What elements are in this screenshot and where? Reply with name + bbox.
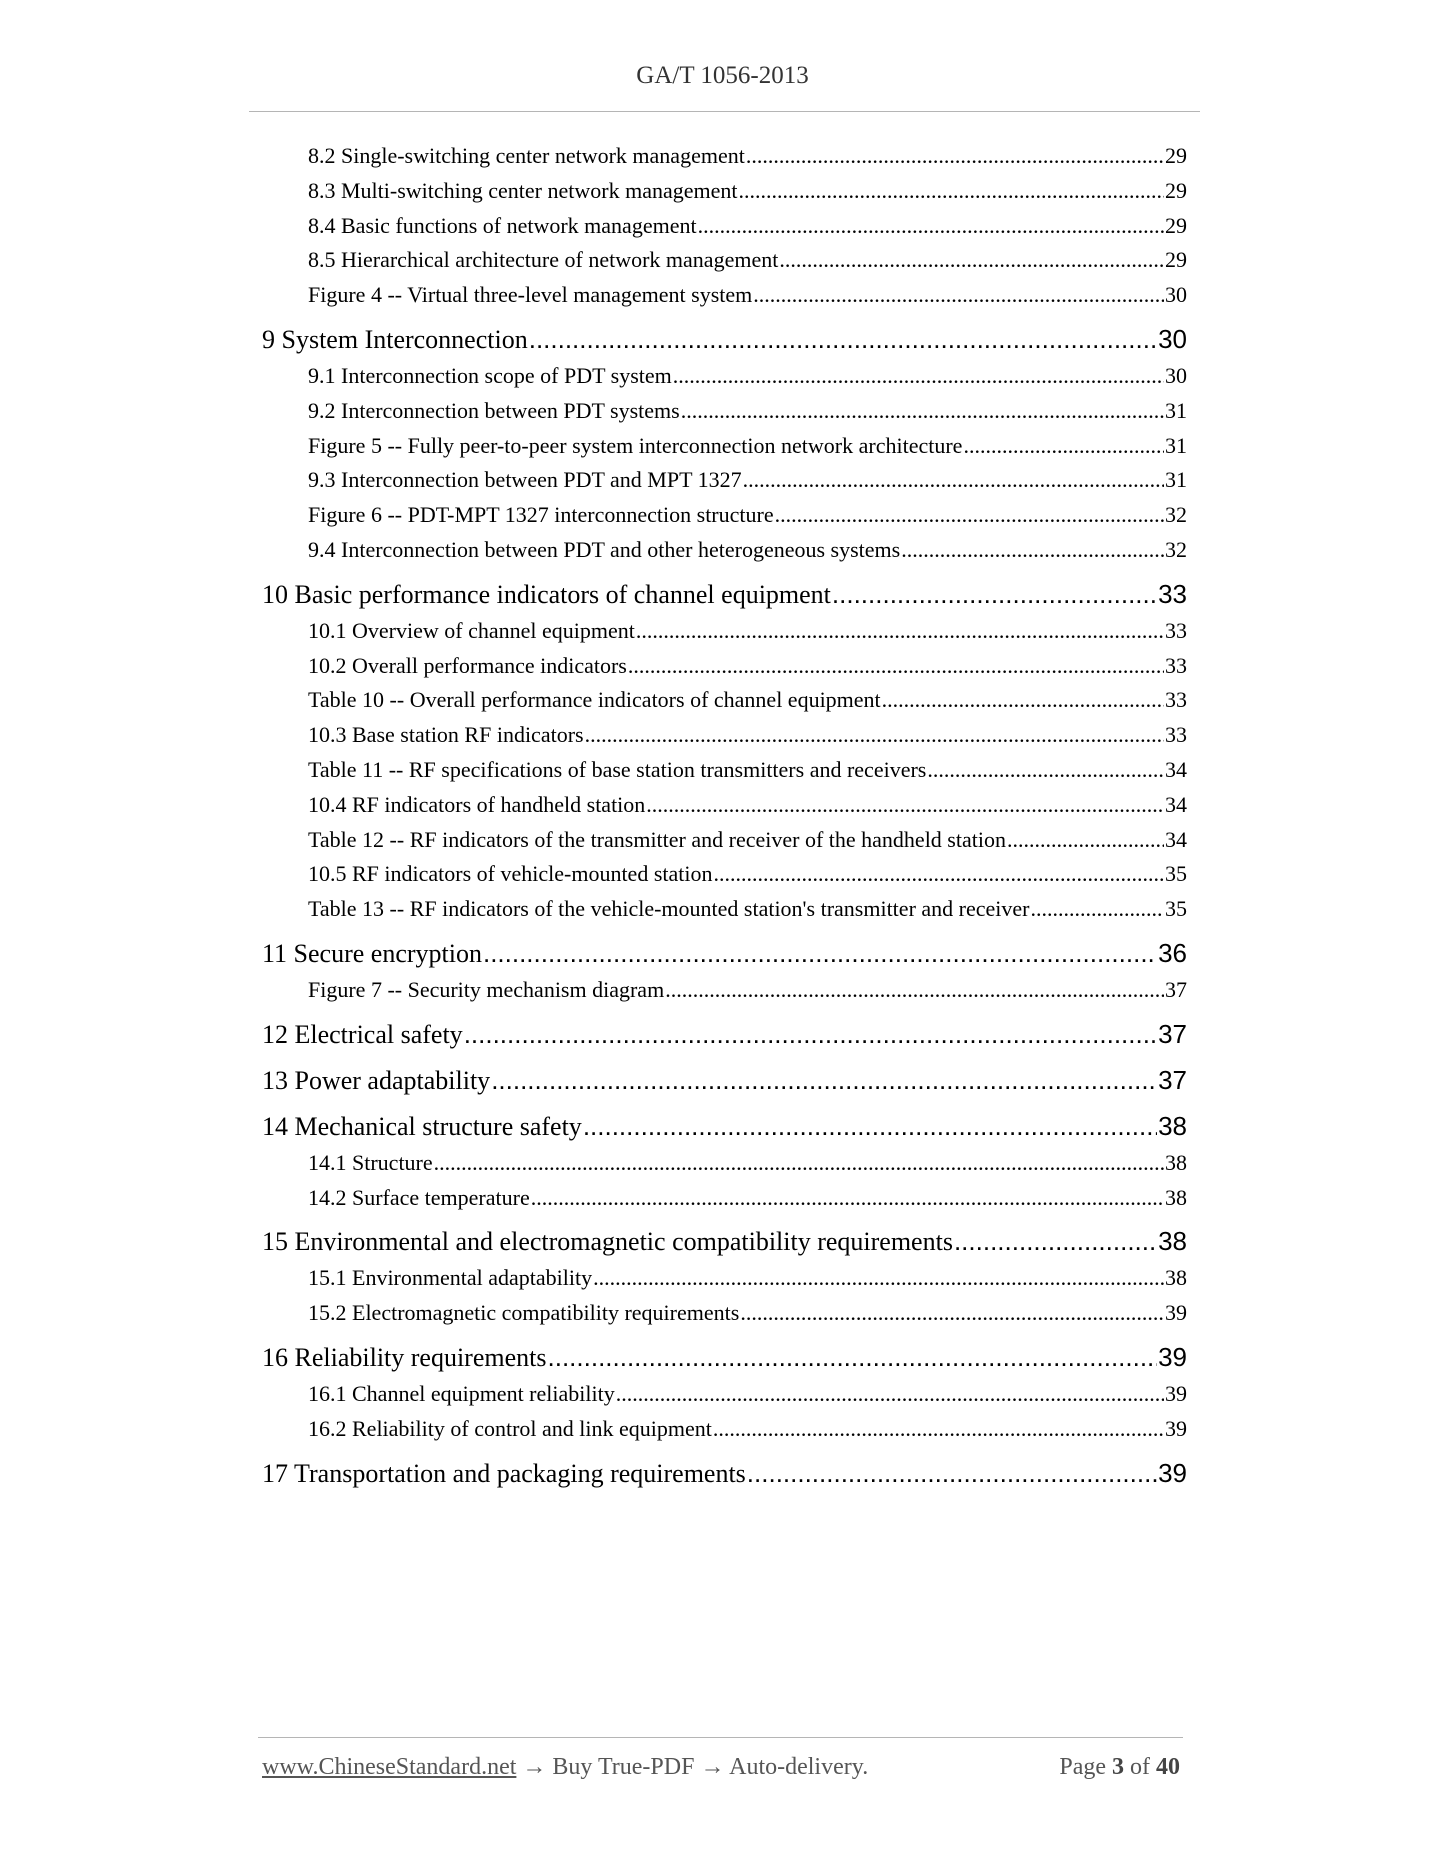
toc-entry-page: 39	[1158, 1341, 1187, 1372]
toc-entry-title: 14.1 Structure	[308, 1149, 433, 1175]
toc-entry-title: Figure 7 -- Security mechanism diagram	[308, 976, 665, 1002]
dot-leader	[954, 1217, 1157, 1265]
toc-entry-title: 15.1 Environmental adaptability	[308, 1265, 593, 1291]
toc-subentry[interactable]	[262, 1181, 1187, 1216]
dot-leader	[779, 243, 1164, 278]
toc-subentry[interactable]	[262, 857, 1187, 892]
dot-leader	[747, 1449, 1157, 1497]
toc-entry-title: 10.5 RF indicators of vehicle-mounted station	[308, 861, 713, 887]
dot-leader	[739, 174, 1165, 209]
dot-leader	[529, 315, 1157, 363]
toc-entry-page: 38	[1165, 1265, 1187, 1291]
dot-leader	[665, 973, 1164, 1008]
toc-entry-page: 29	[1165, 177, 1187, 203]
toc-entry-title: Figure 5 -- Fully peer-to-peer system interconnection network architecture	[308, 432, 963, 458]
toc-entry-page: 34	[1165, 756, 1187, 782]
dot-leader	[698, 209, 1164, 244]
toc-section-entry[interactable]	[262, 315, 1187, 363]
dot-leader	[548, 1333, 1158, 1381]
toc-subentry[interactable]	[262, 359, 1187, 394]
toc-entry-title: 9 System Interconnection	[262, 324, 528, 354]
toc-entry-page: 39	[1158, 1457, 1187, 1488]
toc-entry-title: 8.3 Multi-switching center network management	[308, 177, 738, 203]
dot-leader	[673, 359, 1164, 394]
toc-subentry[interactable]	[262, 1261, 1187, 1296]
dot-leader	[646, 788, 1164, 823]
dot-leader	[963, 429, 1164, 464]
footer-divider	[258, 1737, 1183, 1738]
toc-subentry[interactable]	[262, 718, 1187, 753]
footer-promo	[262, 1754, 868, 1781]
toc-subentry[interactable]	[262, 683, 1187, 718]
page-footer	[262, 1754, 1180, 1781]
toc-entry-page: 33	[1165, 617, 1187, 643]
toc-entry-page: 35	[1165, 861, 1187, 887]
toc-entry-title: 10.4 RF indicators of handheld station	[308, 791, 646, 817]
toc-subentry[interactable]	[262, 209, 1187, 244]
toc-entry-page: 29	[1165, 143, 1187, 168]
dot-leader	[491, 1056, 1157, 1104]
toc-entry-title: 9.4 Interconnection between PDT and other heterogeneous systems	[308, 536, 901, 562]
toc-entry-title: 9.3 Interconnection between PDT and MPT 1327	[308, 467, 742, 493]
toc-entry-title: 16.1 Channel equipment reliability	[308, 1380, 615, 1406]
toc-entry-title: 8.4 Basic functions of network management	[308, 212, 697, 238]
dot-leader	[593, 1261, 1164, 1296]
toc-section-entry[interactable]	[262, 570, 1187, 618]
toc-entry-page: 34	[1165, 826, 1187, 852]
toc-entry-page: 30	[1158, 323, 1187, 354]
toc-entry-title: 10.3 Base station RF indicators	[308, 722, 584, 748]
toc-entry-page: 30	[1165, 362, 1187, 388]
toc-entry-page: 29	[1165, 212, 1187, 238]
dot-leader	[1030, 892, 1164, 927]
toc-entry-page: 38	[1165, 1184, 1187, 1210]
toc-subentry[interactable]	[262, 463, 1187, 498]
toc-entry-title: Figure 6 -- PDT-MPT 1327 interconnection structure	[308, 502, 774, 528]
toc-entry-title: 14.2 Surface temperature	[308, 1184, 530, 1210]
toc-entry-page: 31	[1165, 432, 1187, 458]
toc-entry-page: 35	[1165, 896, 1187, 922]
dot-leader	[740, 1296, 1164, 1331]
toc-subentry[interactable]	[262, 394, 1187, 429]
dot-leader	[832, 570, 1157, 618]
dot-leader	[531, 1181, 1164, 1216]
toc-subentry[interactable]	[262, 973, 1187, 1008]
dot-leader	[714, 857, 1165, 892]
toc-section-entry[interactable]	[262, 1449, 1187, 1497]
dot-leader	[681, 394, 1164, 429]
toc-entry-title: Table 10 -- Overall performance indicators of channel equipment	[308, 687, 881, 713]
toc-section-entry[interactable]	[262, 1010, 1187, 1058]
toc-entry-page: 36	[1158, 937, 1187, 968]
toc-entry-page: 37	[1158, 1064, 1187, 1095]
current-page-number: 3	[1112, 1754, 1124, 1780]
toc-entry-page: 31	[1165, 397, 1187, 423]
toc-entry-title: 9.2 Interconnection between PDT systems	[308, 397, 680, 423]
toc-entry-page: 32	[1165, 536, 1187, 562]
running-header	[0, 62, 1445, 90]
toc-entry-title: 15.2 Electromagnetic compatibility requirements	[308, 1300, 740, 1326]
dot-leader	[483, 929, 1157, 977]
dot-leader	[628, 649, 1164, 684]
dot-leader	[882, 683, 1164, 718]
toc-section-entry[interactable]	[262, 1102, 1187, 1150]
toc-subentry[interactable]	[262, 1146, 1187, 1181]
toc-subentry[interactable]	[262, 753, 1187, 788]
dot-leader	[713, 1412, 1164, 1447]
dot-leader	[775, 498, 1164, 533]
toc-entry-title: 14 Mechanical structure safety	[262, 1111, 582, 1141]
toc-entry-title: 8.2 Single-switching center network management	[308, 143, 745, 168]
toc-entry-title: 9.1 Interconnection scope of PDT system	[308, 362, 672, 388]
toc-entry-title: 15 Environmental and electromagnetic compatibility requirements	[262, 1227, 953, 1257]
toc-subentry[interactable]	[262, 649, 1187, 684]
toc-entry-page: 30	[1165, 282, 1187, 308]
toc-entry-title: 11 Secure encryption	[262, 938, 482, 968]
toc-entry-page: 39	[1165, 1300, 1187, 1326]
dot-leader	[434, 1146, 1164, 1181]
promo-text: → Buy True-PDF → Auto-delivery.	[516, 1754, 869, 1780]
dot-leader	[585, 718, 1164, 753]
toc-entry-title: 10.1 Overview of channel equipment	[308, 617, 635, 643]
toc-entry-title: 8.5 Hierarchical architecture of network management	[308, 247, 779, 273]
toc-entry-title: 12 Electrical safety	[262, 1019, 463, 1049]
dot-leader	[636, 614, 1164, 649]
toc-entry-page: 38	[1165, 1149, 1187, 1175]
toc-entry-page: 29	[1165, 247, 1187, 273]
toc-entry-title: 17 Transportation and packaging requirements	[262, 1458, 746, 1488]
toc-section-entry[interactable]	[262, 929, 1187, 977]
toc-entry-title: Figure 4 -- Virtual three-level management system	[308, 282, 753, 308]
toc-subentry[interactable]	[262, 139, 1187, 174]
toc-subentry[interactable]	[262, 533, 1187, 568]
toc-subentry[interactable]	[262, 1412, 1187, 1447]
toc-entry-page: 32	[1165, 502, 1187, 528]
toc-subentry[interactable]	[262, 1296, 1187, 1331]
toc-entry-page: 39	[1165, 1380, 1187, 1406]
toc-subentry[interactable]	[262, 823, 1187, 858]
toc-entry-page: 33	[1165, 687, 1187, 713]
toc-entry-page: 33	[1165, 722, 1187, 748]
toc-entry-title: Table 12 -- RF indicators of the transmitter and receiver of the handheld station	[308, 826, 1006, 852]
toc-entry-title: 16 Reliability requirements	[262, 1342, 547, 1372]
dot-leader	[753, 278, 1164, 313]
toc-section-entry[interactable]	[262, 1217, 1187, 1265]
table-of-contents	[262, 139, 1187, 1493]
toc-entry-page: 38	[1158, 1110, 1187, 1141]
page-indicator	[1059, 1754, 1180, 1781]
dot-leader	[583, 1102, 1157, 1150]
dot-leader	[901, 533, 1164, 568]
document-code: GA/T 1056-2013	[636, 62, 809, 89]
toc-entry-title: 10.2 Overall performance indicators	[308, 652, 627, 678]
toc-subentry[interactable]	[262, 892, 1187, 927]
toc-section-entry[interactable]	[262, 1333, 1187, 1381]
total-page-count: 40	[1156, 1754, 1180, 1780]
toc-entry-title: Table 11 -- RF specifications of base station transmitters and receivers	[308, 756, 927, 782]
toc-subentry[interactable]	[262, 1377, 1187, 1412]
toc-entry-title: 16.2 Reliability of control and link equipment	[308, 1415, 712, 1441]
dot-leader	[616, 1377, 1164, 1412]
page-label: Page	[1059, 1754, 1106, 1780]
toc-entry-title: 13 Power adaptability	[262, 1065, 491, 1095]
dot-leader	[743, 463, 1164, 498]
toc-entry-page: 38	[1158, 1226, 1187, 1257]
toc-subentry[interactable]	[262, 278, 1187, 313]
toc-subentry[interactable]	[262, 429, 1187, 464]
website-link[interactable]: www.ChineseStandard.net	[262, 1754, 517, 1780]
toc-subentry[interactable]	[262, 498, 1187, 533]
toc-subentry[interactable]	[262, 614, 1187, 649]
toc-entry-page: 34	[1165, 791, 1187, 817]
toc-subentry[interactable]	[262, 788, 1187, 823]
header-divider	[249, 111, 1200, 112]
dot-leader	[746, 139, 1164, 174]
toc-section-entry[interactable]	[262, 1056, 1187, 1104]
toc-entry-page: 33	[1165, 652, 1187, 678]
page-of-label: of	[1130, 1754, 1150, 1780]
toc-entry-page: 39	[1165, 1415, 1187, 1441]
toc-entry-page: 37	[1165, 976, 1187, 1002]
toc-entry-page: 31	[1165, 467, 1187, 493]
toc-entry-page: 33	[1158, 578, 1187, 609]
toc-subentry[interactable]	[262, 243, 1187, 278]
toc-entry-page: 37	[1158, 1018, 1187, 1049]
dot-leader	[464, 1010, 1157, 1058]
toc-entry-title: 10 Basic performance indicators of channel equipment	[262, 579, 831, 609]
dot-leader	[1007, 823, 1164, 858]
toc-subentry[interactable]	[262, 174, 1187, 209]
toc-entry-title: Table 13 -- RF indicators of the vehicle-mounted station's transmitter and receiver	[308, 896, 1030, 922]
dot-leader	[927, 753, 1164, 788]
